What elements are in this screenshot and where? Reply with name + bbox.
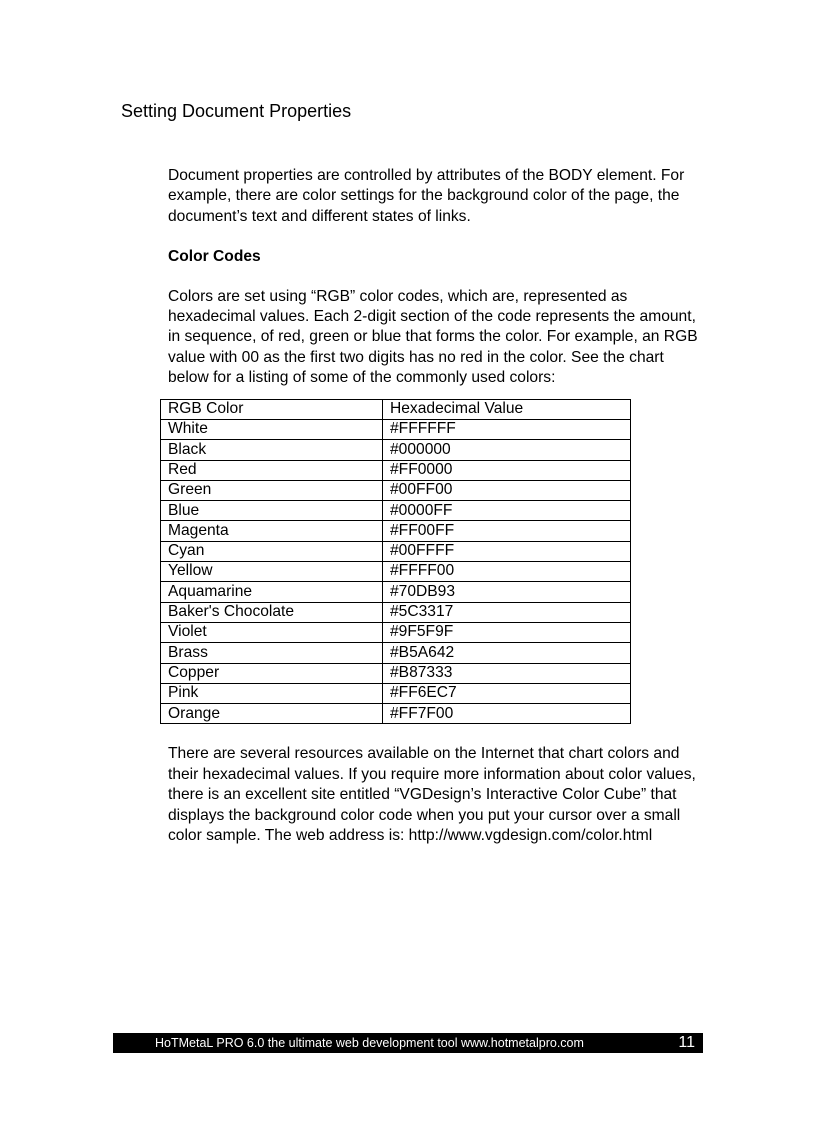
hex-value-cell: #FF0000: [383, 460, 631, 480]
table-header-row: [161, 399, 631, 419]
color-codes-paragraph: Colors are set using “RGB” color codes, which are, represented as hexadecimal values. Each 2-digit section of the code represents the amount, in sequence, of red, green or blue that forms the color. For example, an RGB value with 00 as the first two digits has no red in the color. See the chart below for a listing of some of the commonly used colors:: [168, 287, 698, 387]
hex-value-cell: #FF6EC7: [383, 683, 631, 703]
section-heading-color-codes: Color Codes: [168, 248, 261, 266]
table-row: [161, 582, 631, 602]
hex-value-cell: #70DB93: [383, 582, 631, 602]
main-content: [168, 166, 704, 846]
table-row: [161, 602, 631, 622]
color-name-cell: Pink: [161, 683, 383, 703]
table-row: [161, 643, 631, 663]
page-number: 11: [678, 1034, 695, 1051]
hex-value-cell: #FF00FF: [383, 521, 631, 541]
color-name-cell: Aquamarine: [161, 582, 383, 602]
color-name-cell: Red: [161, 460, 383, 480]
hex-value-cell: #B87333: [383, 663, 631, 683]
table-row: [161, 541, 631, 561]
page-footer: [113, 1033, 703, 1053]
table-row: [161, 460, 631, 480]
table-row: [161, 562, 631, 582]
intro-paragraph: Document properties are controlled by attributes of the BODY element. For example, there are color settings for the background color of the page, the document’s text and different states of links.: [168, 167, 685, 225]
table-row: [161, 419, 631, 439]
hex-value-cell: #9F5F9F: [383, 622, 631, 642]
color-name-cell: Black: [161, 440, 383, 460]
color-name-cell: Orange: [161, 704, 383, 724]
color-name-cell: Baker's Chocolate: [161, 602, 383, 622]
hex-value-cell: #5C3317: [383, 602, 631, 622]
table-row: [161, 622, 631, 642]
color-name-cell: Blue: [161, 501, 383, 521]
column-header-rgb-color: RGB Color: [161, 399, 383, 419]
color-name-cell: Copper: [161, 663, 383, 683]
hex-value-cell: #000000: [383, 440, 631, 460]
table-row: [161, 663, 631, 683]
page-title: Setting Document Properties: [121, 101, 352, 121]
column-header-hex-value: Hexadecimal Value: [383, 399, 631, 419]
hex-value-cell: #00FFFF: [383, 541, 631, 561]
table-row: [161, 501, 631, 521]
color-name-cell: Green: [161, 480, 383, 500]
color-name-cell: Cyan: [161, 541, 383, 561]
hex-value-cell: #0000FF: [383, 501, 631, 521]
table-row: [161, 683, 631, 703]
color-name-cell: Brass: [161, 643, 383, 663]
hex-value-cell: #00FF00: [383, 480, 631, 500]
color-name-cell: Yellow: [161, 562, 383, 582]
table-body: [161, 419, 631, 723]
hex-value-cell: #FFFF00: [383, 562, 631, 582]
table-row: [161, 480, 631, 500]
table-row: [161, 521, 631, 541]
hex-value-cell: #FFFFFF: [383, 419, 631, 439]
table-row: [161, 440, 631, 460]
resources-paragraph: There are several resources available on the Internet that chart colors and their hexadecimal values. If you require more information about color values, there is an excellent site entitled “VGDesign’s Interactive Color Cube” that displays the background color code when you put your cursor over a small color sample. The web address is: http://www.vgdesign.com/color.html: [168, 745, 696, 845]
color-code-table: [160, 399, 631, 725]
color-name-cell: Magenta: [161, 521, 383, 541]
color-name-cell: Violet: [161, 622, 383, 642]
hex-value-cell: #B5A642: [383, 643, 631, 663]
table-row: [161, 704, 631, 724]
color-name-cell: White: [161, 419, 383, 439]
footer-text: HoTMetaL PRO 6.0 the ultimate web development tool www.hotmetalpro.com: [155, 1036, 584, 1050]
hex-value-cell: #FF7F00: [383, 704, 631, 724]
